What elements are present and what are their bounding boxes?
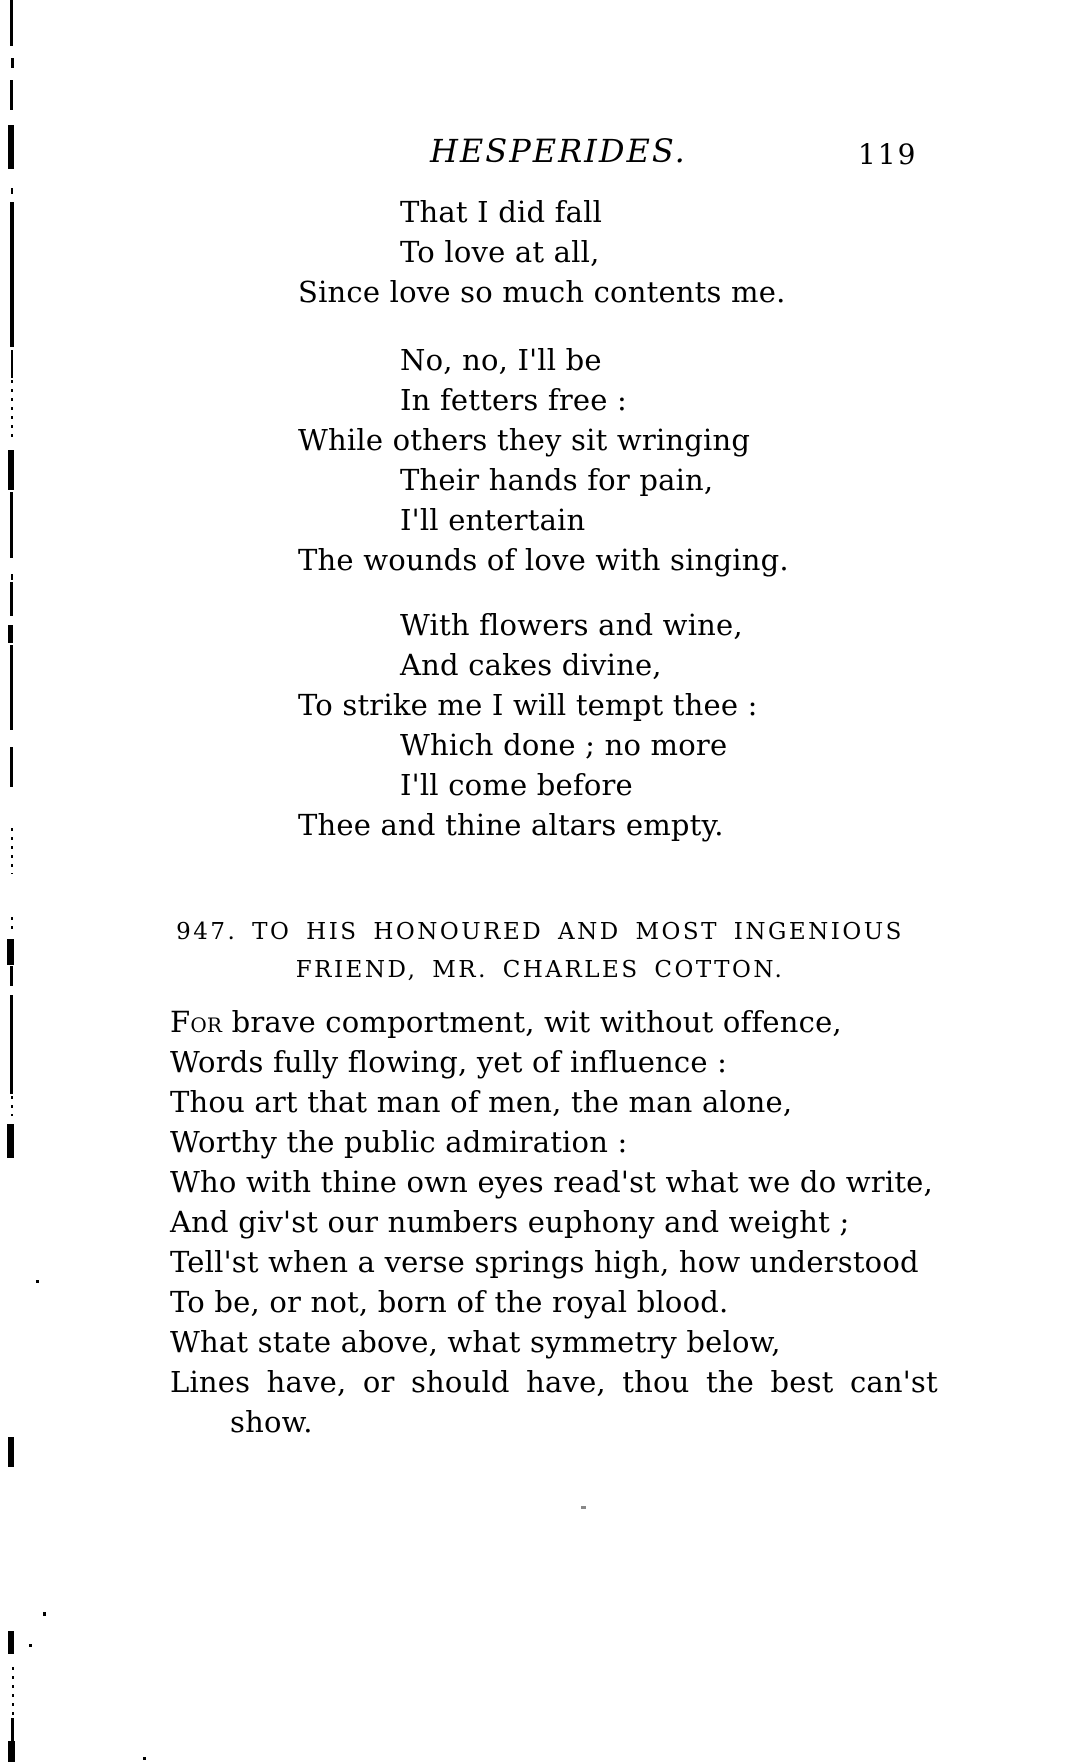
poem-line: Since love so much contents me. [298,275,786,309]
scan-artifact [11,380,13,442]
scan-artifact [29,1644,32,1647]
poem-line: Tell'st when a verse springs high, how understood [170,1245,919,1279]
scan-artifact [581,1506,586,1509]
poem-line: Worthy the public admiration : [170,1125,628,1159]
scan-artifact [10,80,13,110]
scan-artifact [10,582,13,616]
poem-line: Lines have, or should have, thou the best can'st [170,1365,938,1399]
poem-line: I'll entertain [400,503,586,537]
poem-heading-line-1: 947. TO HIS HONOURED AND MOST INGENIOUS [176,919,904,945]
scan-artifact [12,1667,14,1717]
running-title: HESPERIDES. [430,132,687,170]
poem-line: What state above, what symmetry below, [170,1325,781,1359]
scan-artifact [10,492,13,558]
scan-artifact [43,1612,46,1616]
poem-line: In fetters free : [400,383,627,417]
scan-artifact [8,450,14,490]
poem-line: No, no, I'll be [400,343,602,377]
poem-line: That I did fall [400,195,603,229]
page-number: 119 [858,138,918,171]
poem-line: To love at all, [400,235,600,269]
poem-line: To be, or not, born of the royal blood. [170,1285,729,1319]
scan-artifact [11,58,14,68]
poem-line: Their hands for pain, [400,463,714,497]
poem-line: And giv'st our numbers euphony and weight ; [170,1205,850,1239]
scan-artifact [7,939,14,965]
scan-artifact [8,625,13,643]
poem-line: While others they sit wringing [298,423,751,457]
poem-946 [170,0,910,845]
poem-947 [170,1002,938,1442]
lead-word: For [170,1005,223,1039]
poem-heading-line-2: FRIEND, MR. CHARLES COTTON. [295,957,785,983]
poem-line: To strike me I will tempt thee : [298,688,758,722]
stanza [170,605,910,845]
poem-line: Thou art that man of men, the man alone, [170,1085,793,1119]
scan-artifact [11,188,13,194]
text-block [170,0,938,1442]
scan-artifact [10,0,13,46]
poem-line: Who with thine own eyes read'st what we do write, [170,1165,933,1199]
scan-artifact [8,1741,15,1762]
poem-line-rest: brave comportment, wit without offence, [222,1005,842,1039]
stanza [170,192,910,312]
poem-line: Which done ; no more [400,728,728,762]
poem-line: The wounds of love with singing. [298,543,789,577]
scan-artifact [11,828,13,874]
scan-artifact [11,574,13,580]
scan-artifact [10,202,14,347]
scan-artifact [10,747,13,787]
scan-artifact [8,1437,14,1467]
poem-line: And cakes divine, [400,648,662,682]
poem-947-heading [170,913,910,989]
scan-artifact [10,966,13,986]
scan-artifact [10,995,13,1094]
poem-line: Words fully flowing, yet of influence : [170,1045,728,1079]
stanza [170,340,910,580]
scan-artifact [10,645,13,730]
poem-line: With flowers and wine, [400,608,743,642]
poem-line: show. [230,1405,313,1439]
scan-artifact [8,125,14,169]
poem-line: Thee and thine altars empty. [298,808,724,842]
scan-artifact [36,1280,39,1283]
poem-line: I'll come before [400,768,633,802]
scan-artifact [11,917,13,931]
scan-artifact [11,350,13,378]
scan-artifact [11,1096,13,1116]
scan-artifact [143,1757,146,1760]
poem-line [170,1002,910,1042]
scan-artifact [8,1631,14,1654]
scan-artifact [7,1124,14,1158]
